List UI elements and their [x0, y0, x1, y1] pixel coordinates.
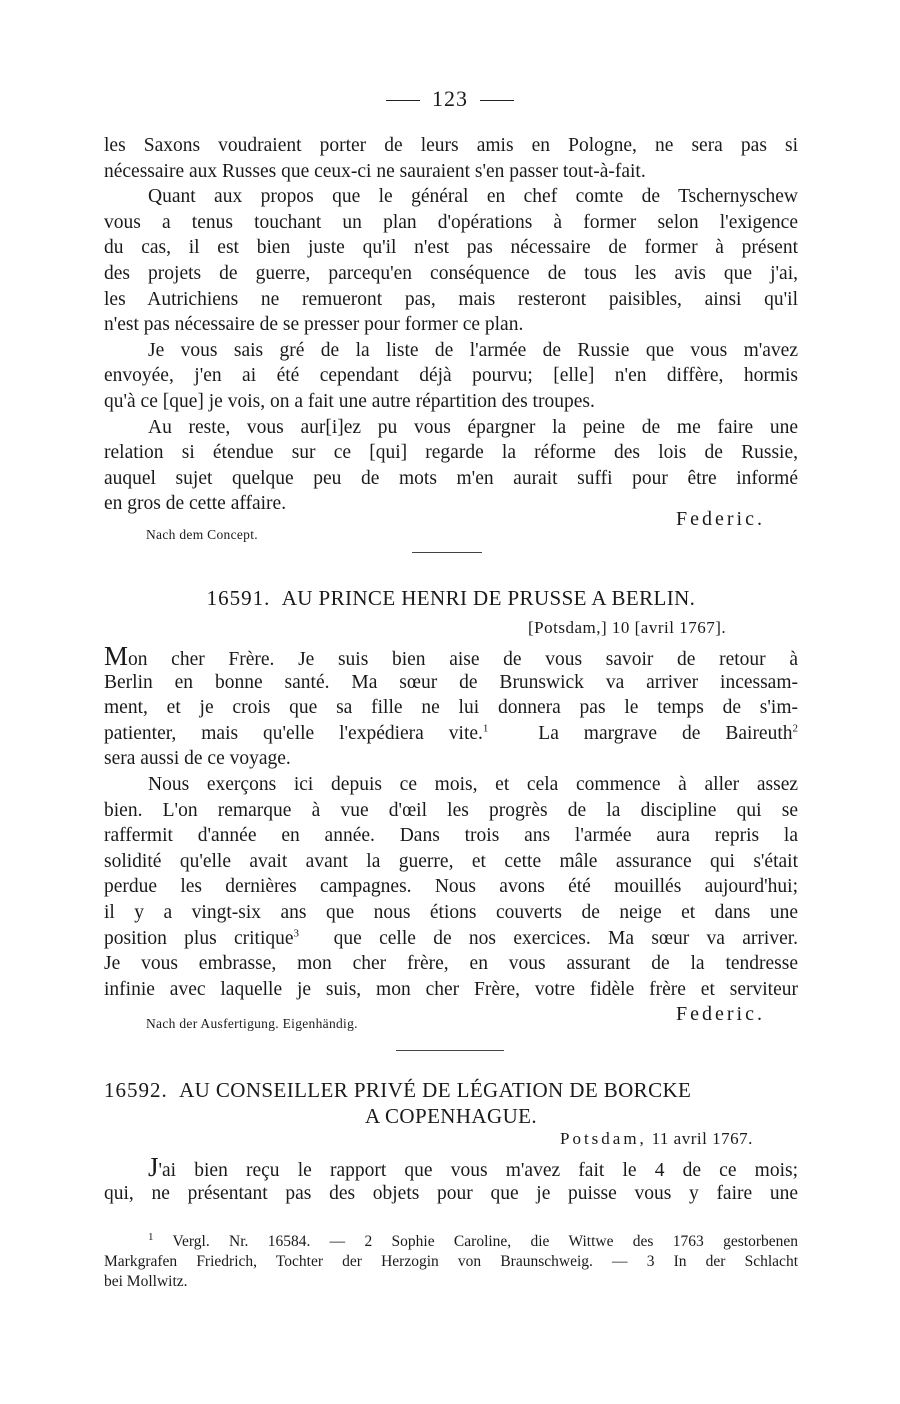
text-run: on cher Frère. Je suis bien aise de vous savoir de retour à [128, 649, 798, 670]
text-line [104, 926, 798, 952]
text-line: infinie avec laquelle je suis, mon cher Frère, votre fidèle frère et serviteur [104, 978, 798, 1000]
footnote-marker: 1 [482, 722, 489, 735]
page-number-dash-right [480, 100, 514, 101]
text-line: raffermit d'année en année. Dans trois ans l'armée aura repris la [104, 825, 798, 847]
text-line [104, 1152, 798, 1182]
source-note: Nach dem Concept. [146, 527, 258, 542]
letter-number: 16592. [104, 1078, 168, 1102]
text-line: vous a tenus touchant un plan d'opérations à former selon l'exigence [104, 211, 798, 233]
text-line: Je vous sais gré de la liste de l'armée de Russie que vous m'avez [148, 339, 798, 361]
footnote-line: Markgrafen Friedrich, Tochter der Herzogin von Braunschweig. — 3 In der Schlacht [104, 1253, 798, 1270]
source-note: Nach der Ausfertigung. Eigenhändig. [146, 1016, 358, 1031]
signature: Federic. [676, 508, 765, 530]
footnote-marker: 3 [293, 927, 300, 940]
text-line: qu'à ce [que] je vois, on a fait une autre répartition des troupes. [104, 390, 595, 412]
text-run: 'ai bien reçu le rapport que vous m'avez fait le 4 de ce mois; [158, 1160, 798, 1181]
page-number-dash-left [386, 100, 420, 101]
footnote-line: bei Mollwitz. [104, 1273, 188, 1290]
text-line: Je vous embrasse, mon cher frère, en vous assurant de la tendresse [104, 953, 798, 975]
letter-number: 16591. [206, 586, 271, 610]
letter-body [104, 1152, 798, 1206]
text-line: ment, et je crois que sa fille ne lui donnera pas le temps de s'im- [104, 697, 798, 719]
top-paragraphs [104, 133, 798, 517]
text-line [104, 641, 798, 671]
section-divider [396, 1050, 504, 1051]
footnotes [104, 1232, 798, 1292]
text-run: Vergl. Nr. 16584. — 2 Sophie Caroline, die Wittwe des 1763 gestorbenen [172, 1233, 798, 1250]
letter-date: [Potsdam,] 10 [avril 1767]. [528, 618, 727, 637]
text-line: nécessaire aux Russes que ceux-ci ne sauraient s'en passer tout-à-fait. [104, 160, 646, 182]
text-line: relation si étendue sur ce [qui] regarde la réforme des lois de Russie, [104, 442, 798, 464]
text-line: des projets de guerre, parcequ'en conséquence de tous les avis que j'ai, [104, 262, 798, 284]
footnote-marker: 1 [148, 1230, 154, 1243]
text-line: envoyée, j'en ai été cependant déjà pourvu; [elle] n'en diffère, hormis [104, 365, 798, 387]
text-line: Quant aux propos que le général en chef comte de Tschernyschew [148, 186, 798, 208]
text-line: Berlin en bonne santé. Ma sœur de Brunswick va arriver incessam- [104, 671, 798, 693]
text-line: les Autrichiens ne remueront pas, mais resteront paisibles, ainsi qu'il [104, 288, 798, 310]
signature: Federic. [676, 1003, 765, 1025]
text-line [104, 721, 798, 747]
text-run: position plus critique [104, 927, 294, 949]
text-line: il y a vingt-six ans que nous étions couverts de neige et dans une [104, 901, 798, 923]
text-line: qui, ne présentant pas des objets pour que je puisse vous y faire une [104, 1182, 798, 1204]
date-value: 11 avril 1767. [651, 1129, 753, 1148]
section-divider [412, 552, 482, 553]
text-line: Nous exerçons ici depuis ce mois, et cela commence à aller assez [148, 773, 798, 795]
drop-cap: M [104, 641, 129, 671]
letter-heading [104, 586, 798, 611]
text-line: perdue les dernières campagnes. Nous avons été mouillés aujourd'hui; [104, 876, 798, 898]
text-run: La margrave de Baireuth [538, 722, 793, 744]
text-line: sera aussi de ce voyage. [104, 748, 291, 770]
drop-cap: J [148, 1152, 159, 1182]
letter-heading [104, 1078, 798, 1103]
text-line: les Saxons voudraient porter de leurs amis en Pologne, ne sera pas si [104, 135, 798, 156]
letter-title: AU CONSEILLER PRIVÉ DE LÉGATION DE BORCKE [179, 1078, 692, 1102]
text-line: bien. L'on remarque à vue d'œil les progrès de la discipline qui se [104, 799, 798, 821]
text-run: que celle de nos exercices. Ma sœur va arriver. [333, 927, 799, 949]
footnote-marker: 2 [792, 722, 799, 735]
text-run: patienter, mais qu'elle l'expédiera vite. [104, 722, 483, 744]
text-line: n'est pas nécessaire de se presser pour former ce plan. [104, 314, 524, 336]
text-line: solidité qu'elle avait avant la guerre, et cette mâle assurance qui s'était [104, 850, 798, 872]
letter-date [560, 1129, 753, 1149]
text-line: auquel sujet quelque peu de mots m'en aurait suffi pour être informé [104, 467, 798, 489]
text-line: en gros de cette affaire. [104, 493, 287, 515]
date-place: Potsdam, [560, 1129, 647, 1148]
text-line: du cas, il est bien juste qu'il n'est pas nécessaire de former à présent [104, 237, 798, 259]
footnote-line [104, 1232, 798, 1252]
letter-title-continued: A COPENHAGUE. [364, 1104, 538, 1128]
letter-title: AU PRINCE HENRI DE PRUSSE A BERLIN. [281, 586, 696, 610]
page-number [0, 86, 900, 112]
text-line: Au reste, vous aur[i]ez pu vous épargner la peine de me faire une [148, 416, 798, 438]
letter-body [104, 641, 799, 1002]
page-number-text: 123 [432, 86, 468, 111]
